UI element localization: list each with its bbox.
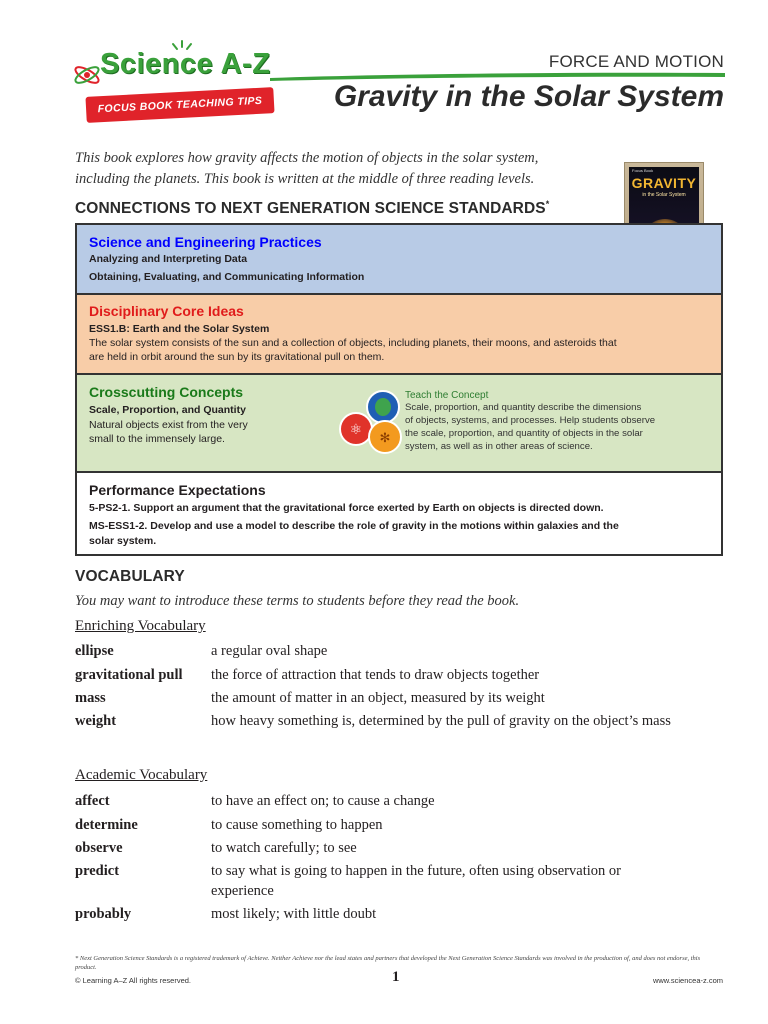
vocab-term: observe — [75, 840, 123, 856]
vocab-definition: a regular oval shape — [211, 643, 328, 659]
dci-row — [77, 295, 721, 375]
cc-row — [77, 375, 721, 473]
sep-row — [77, 225, 721, 295]
vocab-term: determine — [75, 817, 138, 833]
svg-text:⚛: ⚛ — [349, 422, 363, 438]
standards-heading: CONNECTIONS TO NEXT GENERATION SCIENCE STANDARDS* — [75, 199, 550, 218]
academic-vocabulary-heading: Academic Vocabulary — [75, 767, 208, 783]
vocabulary-intro: You may want to introduce these terms to students before they read the book. — [75, 593, 520, 609]
teach-line: system, as well as in other areas of science. — [405, 441, 593, 452]
vocab-term: gravitational pull — [75, 667, 183, 683]
teach-line: of objects, systems, and processes. Help students observe — [405, 415, 656, 426]
sep-item: Obtaining, Evaluating, and Communicating Information — [89, 271, 365, 283]
logo-ribbon: FOCUS BOOK TEACHING TIPS — [85, 87, 274, 123]
vocab-definition: to say what is going to happen in the future, often using observation or experience — [211, 863, 621, 899]
teach-title: Teach the Concept — [405, 390, 489, 401]
teach-line: the scale, proportion, and quantity of objects in the solar — [405, 428, 643, 439]
cc-concept: Scale, Proportion, and Quantity — [89, 404, 246, 416]
page-number: 1 — [392, 969, 400, 985]
vocab-definition: most likely; with little doubt — [211, 906, 377, 922]
pe-row — [77, 473, 721, 554]
sep-title: Science and Engineering Practices — [89, 234, 322, 250]
trademark-footnote: * Next Generation Science Standards is a registered trademark of Achieve. Neither Achieve nor the lead states and partners that developed the Next Generation Science Standards was involved in the production of, and does not endorse, this product. — [75, 955, 701, 971]
pe-item: MS-ESS1-2. Develop and use a model to describe the role of gravity in the motions within galaxies and the — [89, 520, 619, 532]
vocab-definition: how heavy something is, determined by the pull of gravity on the object’s mass — [211, 713, 671, 729]
vocab-term: affect — [75, 793, 110, 809]
teach-the-concept-box — [405, 390, 715, 453]
vocab-definition: to watch carefully; to see — [211, 840, 357, 856]
vocab-definition: to cause something to happen — [211, 817, 383, 833]
page-title: Gravity in the Solar System — [333, 80, 724, 113]
subject-label: FORCE AND MOTION — [548, 52, 724, 71]
vocab-term: mass — [75, 690, 106, 706]
cc-title: Crosscutting Concepts — [89, 384, 244, 400]
pe-item: 5-PS2-1. Support an argument that the gravitational force exerted by Earth on objects is directed down. — [89, 502, 604, 514]
copyright-text: © Learning A–Z All rights reserved. — [75, 976, 192, 985]
vocab-term: weight — [75, 713, 117, 729]
website-url: www.sciencea-z.com — [652, 976, 723, 985]
logo-text: Science A-Z — [100, 48, 271, 80]
vocab-term: ellipse — [75, 643, 114, 659]
intro-text: This book explores how gravity affects the motion of objects in the solar system, including the planets. This book is written at the middle of three reading levels. — [75, 150, 539, 187]
vocab-definition: the amount of matter in an object, measured by its weight — [211, 690, 545, 706]
dci-code: ESS1.B: Earth and the Solar System — [89, 323, 270, 335]
vocab-definition: the force of attraction that tends to draw objects together — [211, 667, 540, 683]
science-concepts-icon — [339, 387, 407, 459]
atom-icon — [72, 60, 102, 90]
cover-tag: Focus Book — [632, 168, 654, 173]
dci-title: Disciplinary Core Ideas — [89, 303, 244, 319]
teach-line: Scale, proportion, and quantity describe the dimensions — [405, 402, 642, 413]
pe-item: solar system. — [89, 535, 157, 547]
vocab-term: probably — [75, 906, 132, 922]
pe-title: Performance Expectations — [89, 482, 266, 498]
cc-text: small to the immensely large. — [89, 433, 225, 445]
vocabulary-heading: VOCABULARY — [75, 568, 185, 585]
standards-table — [75, 223, 723, 556]
cover-title: GRAVITY — [631, 175, 697, 191]
dci-text: are held in orbit around the sun by its gravitational pull on them. — [89, 351, 385, 363]
vocab-definition: to have an effect on; to cause a change — [211, 793, 435, 809]
sep-item: Analyzing and Interpreting Data — [89, 253, 248, 265]
svg-text:✻: ✻ — [379, 431, 391, 446]
cover-subtitle: in the Solar System — [642, 192, 686, 198]
vocab-term: predict — [75, 863, 120, 879]
science-a-z-logo — [72, 40, 277, 130]
cc-text: Natural objects exist from the very — [89, 419, 248, 431]
dci-text: The solar system consists of the sun and a collection of objects, including planets, their moons, and asteroids that — [89, 337, 617, 349]
enriching-vocabulary-heading: Enriching Vocabulary — [75, 618, 206, 634]
